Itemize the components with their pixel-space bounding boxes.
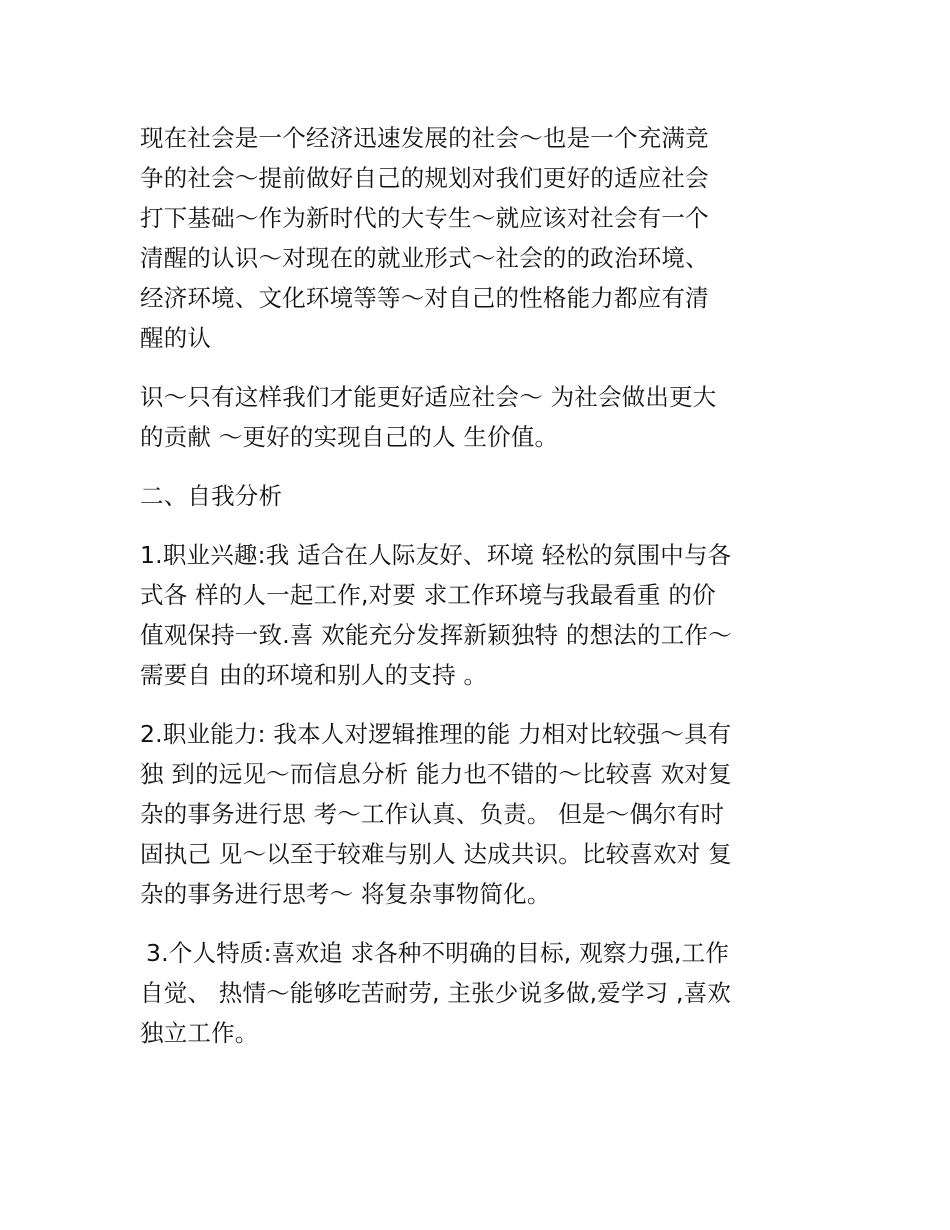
- text-line: 经济环境、文化环境等等～对自己的性格能力都应有清: [140, 284, 709, 312]
- text-line: 识～只有这样我们才能更好适应社会～ 为社会做出更大: [140, 383, 717, 411]
- paragraph-career-interest: [140, 535, 812, 695]
- section-heading: [140, 476, 812, 516]
- text-line: 的贡献 ～更好的实现自己的人 生价值。: [140, 423, 559, 451]
- text-line: 式各 样的人一起工作,对要 求工作环境与我最看重 的价: [140, 581, 716, 609]
- text-line: 杂的事务进行思考～ 将复杂事物简化。: [140, 880, 551, 908]
- paragraph-career-ability: [140, 714, 812, 914]
- text-line: 固执己 见～以至于较难与别人 达成共识。比较喜欢对 复: [140, 840, 732, 868]
- text-line: 清醒的认识～对现在的就业形式～社会的的政治环境、: [140, 244, 709, 272]
- heading-line: 二、自我分析: [140, 482, 283, 510]
- text-line: 杂的事务进行思 考～工作认真、负责。 但是～偶尔有时: [140, 800, 725, 828]
- text-line: 自觉、 热情～能够吃苦耐劳, 主张少说多做,爱学习 ,喜欢: [140, 979, 732, 1007]
- text-line: 独 到的远见～而信息分析 能力也不错的～比较喜 欢对复: [140, 760, 732, 788]
- text-line: 需要自 由的环境和别人的支持 。: [140, 661, 488, 689]
- paragraph-intro: [140, 118, 812, 358]
- text-line: 争的社会～提前做好自己的规划对我们更好的适应社会: [140, 164, 709, 192]
- text-line: 醒的认: [140, 324, 212, 352]
- paragraph-intro-continued: [140, 377, 812, 457]
- text-line: 值观保持一致.喜 欢能充分发挥新颖独特 的想法的工作～: [140, 621, 732, 649]
- document-body: [140, 118, 812, 1072]
- text-line: 2.职业能力: 我本人对逻辑推理的能 力相对比较强～具有: [140, 720, 732, 748]
- text-line: 独立工作。: [140, 1019, 259, 1047]
- text-line: 1.职业兴趣:我 适合在人际友好、环境 轻松的氛围中与各: [140, 541, 732, 569]
- text-line: 现在社会是一个经济迅速发展的社会～也是一个充满竞: [140, 124, 709, 152]
- text-line: 打下基础～作为新时代的大专生～就应该对社会有一个: [140, 204, 709, 232]
- paragraph-personal-traits: [140, 933, 812, 1053]
- text-line: 3.个人特质:喜欢追 求各种不明确的目标, 观察力强,工作: [146, 939, 730, 967]
